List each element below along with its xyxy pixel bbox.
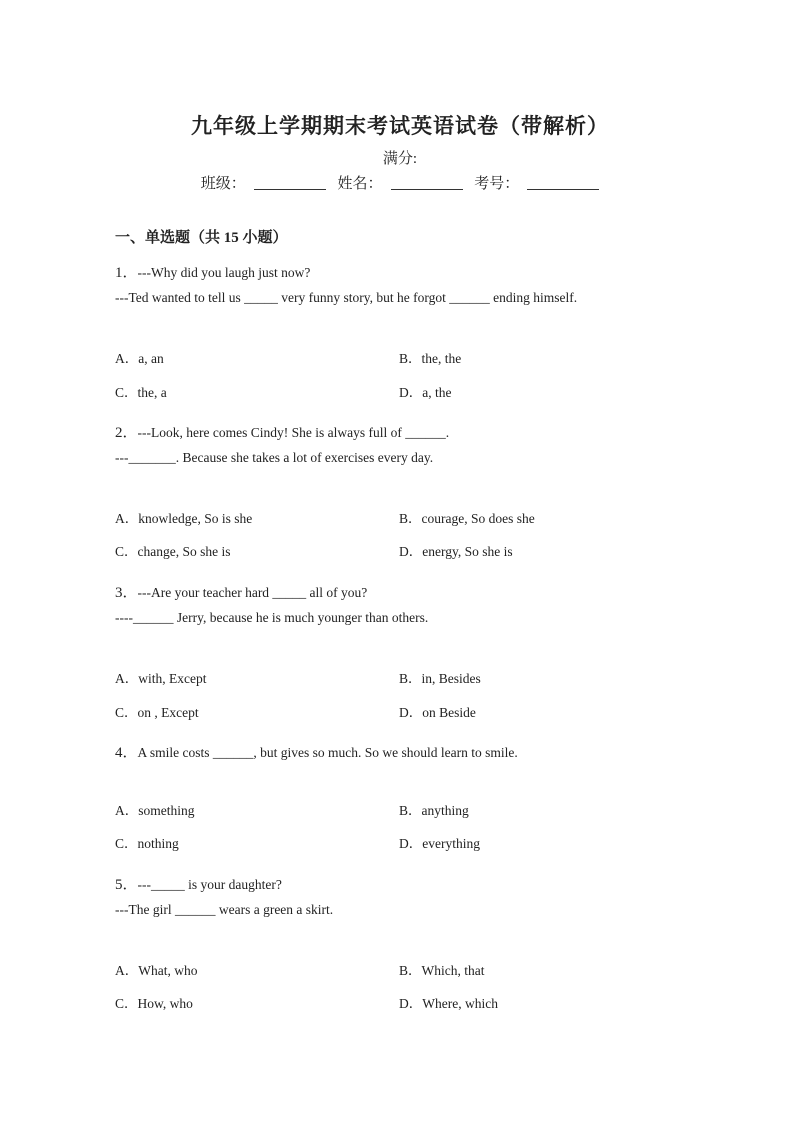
number-label: 考号：	[474, 176, 520, 192]
question-1-option-d[interactable]: D．a, the	[399, 385, 452, 400]
question-2-line-1	[115, 421, 449, 442]
question-4-option-b[interactable]: B．anything	[399, 803, 469, 818]
question-text: ---Are your teacher hard _____ all of you?	[137, 585, 368, 600]
name-label: 姓名：	[337, 176, 383, 192]
full-score-label: 满分:	[382, 151, 418, 167]
question-number: 1．	[115, 265, 138, 281]
question-4-option-a[interactable]: A．something	[115, 803, 195, 818]
question-3-line-1	[115, 581, 367, 602]
question-1-option-a[interactable]: A．a, an	[115, 351, 164, 366]
question-3-option-c[interactable]: C．on , Except	[115, 705, 199, 720]
question-5-option-a[interactable]: A．What, who	[115, 963, 198, 978]
question-text: A smile costs ______, but gives so much. So we should learn to smile.	[137, 745, 518, 760]
question-2-option-c[interactable]: C．change, So she is	[115, 544, 231, 559]
class-blank	[254, 175, 326, 190]
question-2-option-b[interactable]: B．courage, So does she	[399, 511, 535, 526]
question-3-option-d[interactable]: D．on Beside	[399, 705, 476, 720]
exam-title: 九年级上学期期末考试英语试卷（带解析）	[191, 114, 609, 138]
question-text: ---Why did you laugh just now?	[137, 265, 311, 280]
name-blank	[391, 175, 463, 190]
question-1-option-b[interactable]: B．the, the	[399, 351, 462, 366]
number-blank	[527, 175, 599, 190]
question-number: 4．	[115, 745, 138, 761]
question-2-option-a[interactable]: A．knowledge, So is she	[115, 511, 253, 526]
question-2-line-2: ---_______. Because she takes a lot of exercises every day.	[115, 450, 434, 465]
question-3-option-a[interactable]: A．with, Except	[115, 671, 207, 686]
question-3-line-2: ----______ Jerry, because he is much younger than others.	[115, 610, 429, 625]
question-5-line-1	[115, 873, 282, 894]
question-4-option-c[interactable]: C．nothing	[115, 836, 179, 851]
question-1-option-c[interactable]: C．the, a	[115, 385, 167, 400]
question-1-line-1	[115, 261, 310, 282]
question-text: ---_____ is your daughter?	[137, 877, 282, 892]
question-5-option-b[interactable]: B．Which, that	[399, 963, 485, 978]
class-label: 班级：	[200, 176, 246, 192]
question-number: 2．	[115, 425, 138, 441]
question-1-line-2: ---Ted wanted to tell us _____ very funny story, but he forgot ______ ending himself.	[115, 290, 578, 305]
question-number: 5．	[115, 877, 138, 893]
question-text: ---Look, here comes Cindy! She is always full of ______.	[137, 425, 450, 440]
question-4-line-1	[115, 741, 518, 762]
question-2-option-d[interactable]: D．energy, So she is	[399, 544, 513, 559]
question-5-option-d[interactable]: D．Where, which	[399, 996, 498, 1011]
question-4-option-d[interactable]: D．everything	[399, 836, 480, 851]
section-title: 一、单选题（共 15 小题）	[115, 230, 288, 246]
question-5-option-c[interactable]: C．How, who	[115, 996, 193, 1011]
question-number: 3．	[115, 585, 138, 601]
student-info-row	[0, 172, 800, 193]
question-3-option-b[interactable]: B．in, Besides	[399, 671, 481, 686]
question-5-line-2: ---The girl ______ wears a green a skirt.	[115, 902, 334, 917]
